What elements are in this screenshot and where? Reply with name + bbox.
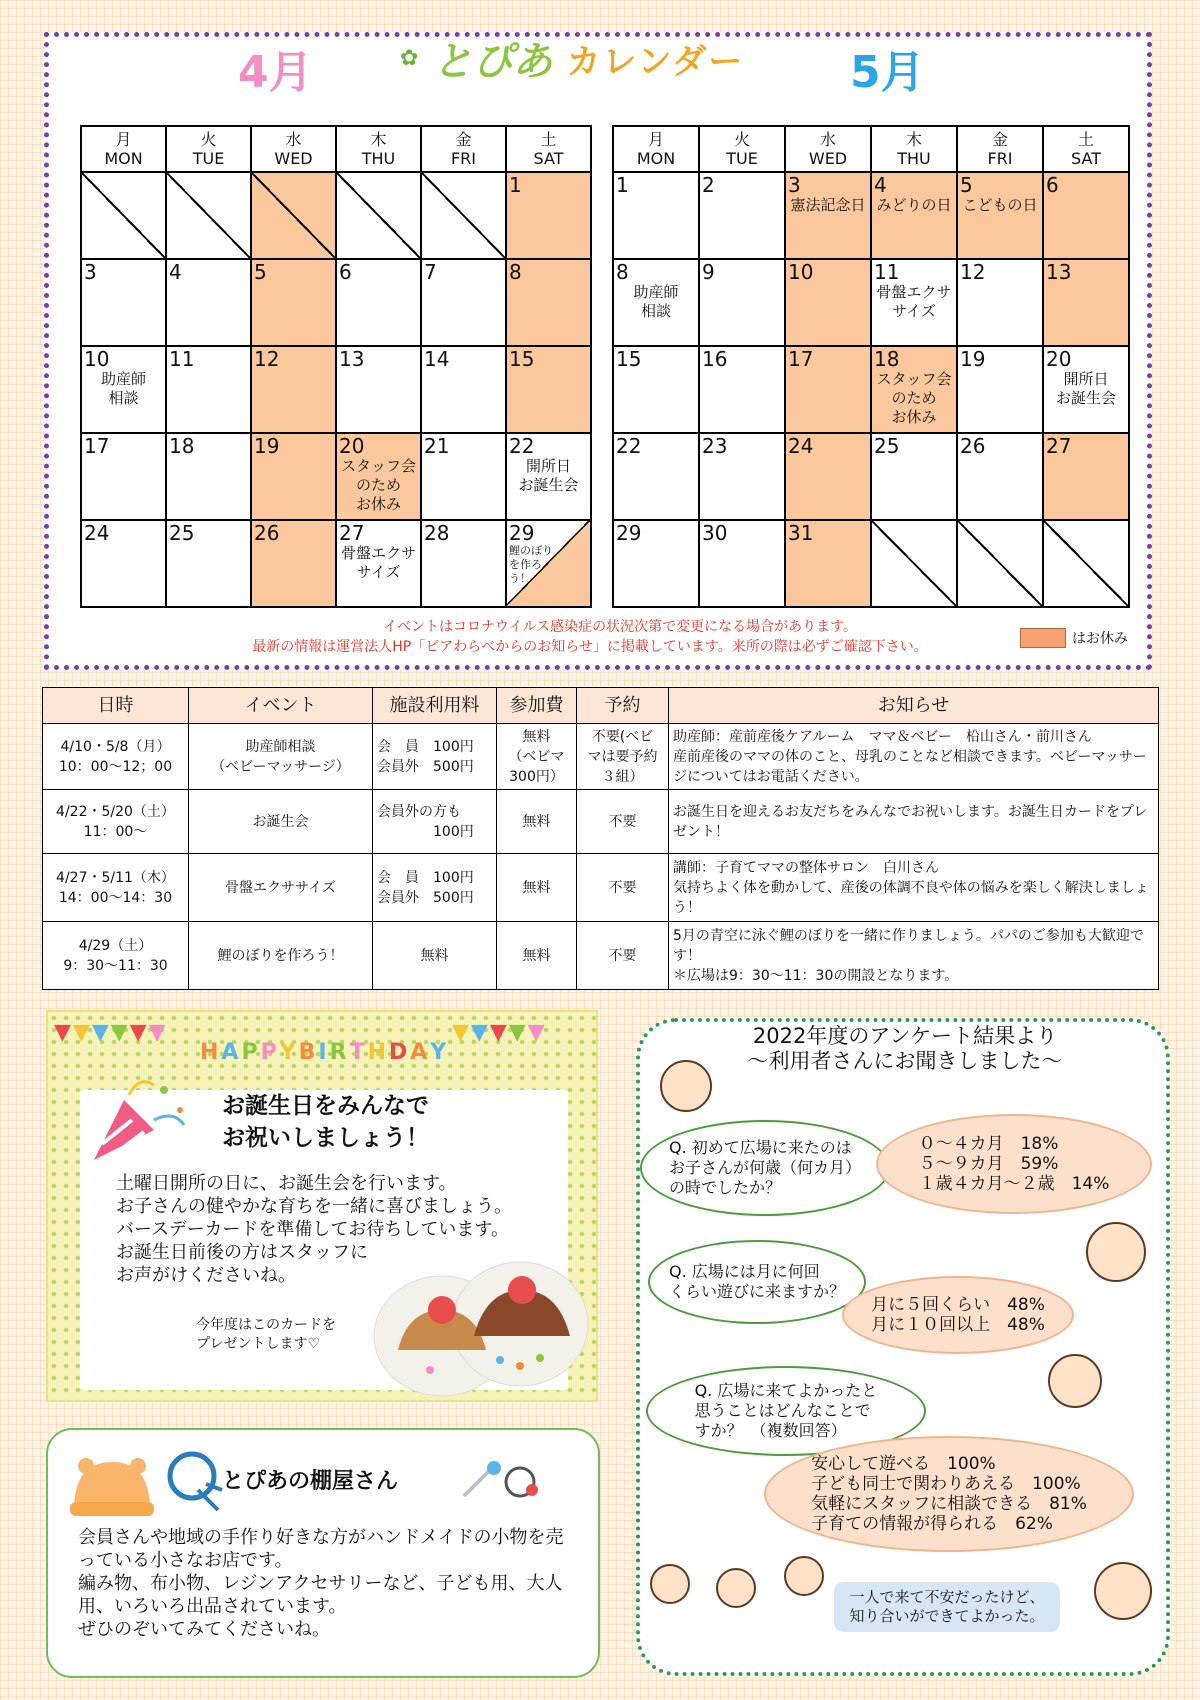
event-fee: 無料 <box>373 922 497 990</box>
birthday-text: 土曜日開所の日に、お誕生会を行います。 お子さんの健やかな育ちを一緒に喜びましょう。 バースデーカードを準備してお待ちしています。 お誕生日前後の方はスタッフに お声がけくださいね。 <box>116 1173 512 1286</box>
survey-question-1: Q. 初めて広場に来たのは お子さんが何歳（何カ月） の時でしたか？ <box>640 1120 890 1216</box>
weekday-en: FRI <box>450 149 477 168</box>
calendar-week-row <box>81 520 591 607</box>
day-number: 15 <box>616 347 642 371</box>
day-note: こどもの日 <box>962 196 1038 214</box>
events-header-row <box>43 688 1159 724</box>
day-note: 骨盤エクサ サイズ <box>876 283 952 320</box>
event-name: 骨盤エクササイズ <box>189 854 373 922</box>
weekday-header <box>613 126 699 172</box>
day-note: 開所日 お誕生会 <box>518 457 579 494</box>
day-note: スタッフ会 のため お休み <box>340 457 416 513</box>
weekday-en: WED <box>274 149 313 168</box>
day-note: みどりの日 <box>876 196 952 214</box>
weekday-header <box>1043 126 1129 172</box>
calendar-day-cell <box>1043 520 1129 607</box>
survey-answer-1: ０～４カ月 18% ５～９カ月 59% １歳４カ月～２歳 14% <box>876 1114 1152 1214</box>
event-name: お誕生会 <box>189 790 373 854</box>
header-event: イベント <box>189 688 373 724</box>
calendar-day-cell <box>871 259 957 346</box>
calendar-day-cell <box>1043 433 1129 520</box>
brand-logo: とぴあ <box>432 39 553 85</box>
header-facility-fee: 施設利用料 <box>373 688 497 724</box>
day-note: 憲法記念日 <box>790 196 866 214</box>
calendar-day-cell <box>957 346 1043 433</box>
survey-question-2: Q. 広場には月に何回 くらい遊びに来ますか？ <box>648 1240 866 1324</box>
calendar-week-row <box>81 172 591 259</box>
day-number: 15 <box>509 347 535 371</box>
calendar-week-row <box>81 346 591 433</box>
day-number: 17 <box>788 347 814 371</box>
calendar-week-row <box>613 433 1129 520</box>
day-number: 28 <box>424 521 450 545</box>
calendar-day-cell <box>421 520 506 607</box>
survey-title: 2022年度のアンケート結果より ～利用者さんにお聞きしました～ <box>747 1024 1063 1073</box>
calendar-day-cell <box>871 346 957 433</box>
calendar-day-cell <box>166 346 251 433</box>
calendar-day-cell <box>699 520 785 607</box>
day-number: 20 <box>339 434 365 458</box>
calendar-day-cell <box>699 172 785 259</box>
calendar-day-cell <box>613 433 699 520</box>
day-note: 助産師 相談 <box>100 370 146 407</box>
day-number: 17 <box>84 434 110 458</box>
day-number: 13 <box>1046 260 1072 284</box>
calendar-day-cell <box>336 259 421 346</box>
calendar-day-cell <box>251 433 336 520</box>
day-number: 22 <box>509 434 535 458</box>
table-row <box>43 790 1159 854</box>
calendar-week-row <box>81 433 591 520</box>
weekday-en: SAT <box>1071 149 1101 168</box>
table-row <box>43 922 1159 990</box>
weekday-jp: 水 <box>285 130 302 149</box>
weekday-header <box>421 126 506 172</box>
event-info: お誕生日を迎えるお友だちをみんなでお祝いします。お誕生日カードをプレゼント！ <box>669 790 1159 854</box>
website-notice: 最新の情報は運営法人HP「ピアわらべからのお知らせ」に掲載しています。来所の際は必ずご確認下さい。 <box>252 639 928 655</box>
events-table <box>42 687 1159 990</box>
day-number: 24 <box>84 521 110 545</box>
weekday-header <box>785 126 871 172</box>
event-name: 鯉のぼりを作ろう！ <box>189 922 373 990</box>
day-number: 13 <box>339 347 365 371</box>
day-number: 11 <box>874 260 900 284</box>
calendar-day-cell <box>613 172 699 259</box>
weekday-en: SAT <box>533 149 564 168</box>
calendar-day-cell <box>699 259 785 346</box>
weekday-header <box>957 126 1043 172</box>
calendar-day-cell <box>699 433 785 520</box>
bunting-flags-icon: ▼▼▼▼▼ <box>452 1020 547 1045</box>
weekday-jp: 月 <box>115 130 132 149</box>
weekday-jp: 木 <box>370 130 387 149</box>
header-reservation: 予約 <box>577 688 669 724</box>
event-info: 5月の青空に泳ぐ鯉のぼりを一緒に作りましょう。パパのご参加も大歓迎です！ ＊広場は9：30～11：30の開設となります。 <box>669 922 1159 990</box>
calendar-day-cell <box>871 520 957 607</box>
day-number: 18 <box>169 434 195 458</box>
brand-header <box>400 30 744 87</box>
calendar-day-cell <box>421 346 506 433</box>
day-number: 21 <box>424 434 450 458</box>
legend-label: はお休み <box>1072 631 1128 647</box>
day-note: 開所日 お誕生会 <box>1055 370 1116 407</box>
calendar-day-cell <box>1043 346 1129 433</box>
table-row <box>43 854 1159 922</box>
calendar-day-cell <box>81 259 166 346</box>
calendar-day-cell <box>166 433 251 520</box>
calendar-day-cell <box>81 433 166 520</box>
calendar-day-cell <box>81 346 166 433</box>
calendar-day-cell <box>166 172 251 259</box>
day-number: 27 <box>1046 434 1072 458</box>
weekday-jp: 土 <box>540 130 557 149</box>
birthday-card-note: 今年度はこのカードを プレゼントします♡ <box>196 1317 336 1352</box>
calendar-day-cell <box>957 520 1043 607</box>
baby-icon <box>784 1556 824 1596</box>
calendar-day-cell <box>81 520 166 607</box>
april-title: 4月 <box>238 47 313 98</box>
day-number: 4 <box>169 260 182 284</box>
weekday-header-row <box>613 126 1129 172</box>
day-number: 3 <box>788 173 801 197</box>
weekday-en: TUE <box>192 149 225 168</box>
may-calendar <box>612 125 1130 608</box>
day-number: 27 <box>339 521 365 545</box>
event-date: 4/22・5/20（土） 11：00～ <box>43 790 189 854</box>
calendar-day-cell <box>785 520 871 607</box>
day-note: 助産師 相談 <box>633 283 679 320</box>
day-number: 29 <box>509 521 535 545</box>
calendar-day-cell <box>421 433 506 520</box>
weekday-jp: 土 <box>1077 130 1094 149</box>
header-datetime: 日時 <box>43 688 189 724</box>
calendar-day-cell <box>785 172 871 259</box>
weekday-header <box>81 126 166 172</box>
event-date: 4/10・5/8（月） 10：00～12；00 <box>43 724 189 790</box>
parent-child-icon <box>1086 1222 1146 1282</box>
weekday-header <box>336 126 421 172</box>
calendar-day-cell <box>251 346 336 433</box>
table-row <box>43 724 1159 790</box>
day-number: 12 <box>254 347 280 371</box>
staff-avatar-icon <box>660 1060 712 1112</box>
day-number: 19 <box>960 347 986 371</box>
calendar-day-cell <box>506 259 591 346</box>
survey-comment: 一人で来て不安だったけど、 知り合いができてよかった。 <box>834 1582 1060 1632</box>
day-number: 1 <box>616 173 629 197</box>
event-cost: 無料 <box>497 790 577 854</box>
calendar-week-row <box>613 172 1129 259</box>
event-date: 4/29（土） 9：30～11：30 <box>43 922 189 990</box>
day-number: 24 <box>788 434 814 458</box>
day-number: 7 <box>424 260 437 284</box>
day-number: 31 <box>788 521 814 545</box>
legend <box>1020 628 1128 648</box>
knit-hat-icon <box>68 1440 228 1520</box>
day-number: 19 <box>254 434 280 458</box>
weekday-en: THU <box>897 149 931 168</box>
calendar-day-cell <box>871 433 957 520</box>
event-reserve: 不要 <box>577 790 669 854</box>
calendar-day-cell <box>506 520 591 607</box>
calendar-day-cell <box>871 172 957 259</box>
covid-notice: イベントはコロナウイルス感染症の状況次第で変更になる場合があります。 <box>382 619 858 635</box>
shop-text: 会員さんや地域の手作り好きな方がハンドメイドの小物を売っている小さなお店です。 編み物、布小物、レジンアクセサリーなど、子ども用、大人用、いろいろ出品されています。 ぜひのぞいてみてくださいね。 <box>78 1527 564 1640</box>
may-title: 5月 <box>850 47 925 98</box>
day-number: 25 <box>874 434 900 458</box>
calendar-day-cell <box>506 172 591 259</box>
calendar-day-cell <box>957 172 1043 259</box>
day-number: 5 <box>254 260 267 284</box>
hair-accessory-icon <box>456 1456 546 1506</box>
calendar-day-cell <box>613 346 699 433</box>
calendar-week-row <box>81 259 591 346</box>
event-reserve: 不要 <box>577 922 669 990</box>
birthday-heading: お誕生日をみんなで お祝いしましょう！ <box>222 1093 429 1151</box>
shop-title: とぴあの棚屋さん <box>222 1469 399 1494</box>
day-number: 26 <box>960 434 986 458</box>
event-fee: 会 員 100円 会員外 500円 <box>373 854 497 922</box>
calendar-day-cell <box>421 172 506 259</box>
legend-swatch <box>1020 628 1066 648</box>
parent-child-icon <box>1094 1562 1152 1620</box>
weekday-jp: 金 <box>455 130 472 149</box>
calendar-day-cell <box>785 259 871 346</box>
weekday-en: TUE <box>726 149 758 168</box>
weekday-en: MON <box>636 149 676 168</box>
calendar-day-cell <box>957 433 1043 520</box>
calendar-day-cell <box>613 520 699 607</box>
weekday-en: WED <box>808 149 848 168</box>
event-cost: 無料 <box>497 854 577 922</box>
calendar-day-cell <box>506 433 591 520</box>
day-number: 6 <box>339 260 352 284</box>
day-number: 22 <box>616 434 642 458</box>
weekday-en: FRI <box>987 149 1013 168</box>
calendar-day-cell <box>251 520 336 607</box>
calendar-day-cell <box>957 259 1043 346</box>
calendar-title: カレンダー <box>566 42 745 82</box>
calendar-day-cell <box>785 346 871 433</box>
calendar-day-cell <box>81 172 166 259</box>
event-info: 助産師：産前産後ケアルーム ママ＆ベビー 柗山さん・前川さん 産前産後のママの体のこと、母乳のことなど相談できます。ベビーマッサージについてはお電話ください。 <box>669 724 1159 790</box>
calendar-day-cell <box>336 433 421 520</box>
baby-icon <box>716 1568 756 1608</box>
day-number: 4 <box>874 173 887 197</box>
day-number: 26 <box>254 521 280 545</box>
weekday-jp: 火 <box>200 130 217 149</box>
calendar-day-cell <box>1043 259 1129 346</box>
calendar-day-cell <box>785 433 871 520</box>
day-number: 14 <box>424 347 450 371</box>
day-number: 9 <box>702 260 715 284</box>
weekday-header <box>251 126 336 172</box>
day-number: 16 <box>702 347 728 371</box>
day-number: 29 <box>616 521 642 545</box>
day-number: 12 <box>960 260 986 284</box>
bunting-flags-icon: ▼▼▼▼▼▼ <box>54 1020 168 1045</box>
event-info: 講師：子育てママの整体サロン 白川さん 気持ちよく体を動かして、産後の体調不良や体の悩みを楽しく解決しましょう！ <box>669 854 1159 922</box>
day-number: 8 <box>616 260 629 284</box>
day-note: スタッフ会 のため お休み <box>876 370 952 426</box>
weekday-header <box>166 126 251 172</box>
calendar-day-cell <box>251 172 336 259</box>
calendar-day-cell <box>166 259 251 346</box>
event-name: 助産師相談 （ベビーマッサージ） <box>189 724 373 790</box>
day-number: 25 <box>169 521 195 545</box>
day-number: 8 <box>509 260 522 284</box>
calendar-day-cell <box>506 346 591 433</box>
weekday-en: MON <box>104 149 143 168</box>
day-number: 6 <box>1046 173 1059 197</box>
day-number: 3 <box>84 260 97 284</box>
weekday-jp: 水 <box>819 130 836 149</box>
event-fee: 会 員 100円 会員外 500円 <box>373 724 497 790</box>
day-number: 5 <box>960 173 973 197</box>
day-number: 2 <box>702 173 715 197</box>
calendar-day-cell <box>336 520 421 607</box>
day-number: 20 <box>1046 347 1072 371</box>
header-participation-fee: 参加費 <box>497 688 577 724</box>
day-number: 10 <box>84 347 110 371</box>
header-info: お知らせ <box>669 688 1159 724</box>
event-cost: 無料 <box>497 922 577 990</box>
calendar-week-row <box>613 346 1129 433</box>
day-note: 骨盤エクサ サイズ <box>340 544 416 581</box>
weekday-header-row <box>81 126 591 172</box>
event-date: 4/27・5/11（木） 14：00～14：30 <box>43 854 189 922</box>
calendar-week-row <box>613 520 1129 607</box>
happy-birthday-banner: HAPPYBIRTHDAY <box>200 1040 450 1065</box>
event-fee: 会員外の方も 100円 <box>373 790 497 854</box>
calendar-week-row <box>613 259 1129 346</box>
weekday-jp: 金 <box>991 130 1008 149</box>
survey-answer-2: 月に５回くらい 48% 月に１０回以上 48% <box>842 1276 1074 1354</box>
calendar-day-cell <box>166 520 251 607</box>
day-number: 1 <box>509 173 522 197</box>
weekday-jp: 月 <box>647 130 664 149</box>
day-number: 10 <box>788 260 814 284</box>
parent-child-icon <box>1048 1354 1102 1408</box>
calendar-day-cell <box>336 346 421 433</box>
baby-icon <box>650 1564 690 1604</box>
weekday-jp: 火 <box>733 130 750 149</box>
day-number: 30 <box>702 521 728 545</box>
april-calendar <box>80 125 592 608</box>
weekday-header <box>699 126 785 172</box>
calendar-day-cell <box>336 172 421 259</box>
event-reserve: 不要(ベビ マは要予約 ３組） <box>577 724 669 790</box>
event-reserve: 不要 <box>577 854 669 922</box>
frog-icon: ✿ <box>400 46 419 71</box>
weekday-jp: 木 <box>905 130 922 149</box>
calendar-day-cell <box>613 259 699 346</box>
day-number: 18 <box>874 347 900 371</box>
survey-answer-3: 安心して遊べる 100% 子ども同士で関わりあえる 100% 気軽にスタッフに相談できる 81% 子育ての情報が得られる 62% <box>764 1436 1134 1552</box>
weekday-header <box>506 126 591 172</box>
survey-question-3: Q. 広場に来てよかったと 思うことはどんなことで すか？ （複数回答） <box>646 1366 926 1456</box>
day-number: 23 <box>702 434 728 458</box>
calendar-day-cell <box>1043 172 1129 259</box>
party-popper-icon <box>84 1060 194 1170</box>
day-number: 11 <box>169 347 195 371</box>
calendar-day-cell <box>421 259 506 346</box>
weekday-en: THU <box>361 149 396 168</box>
weekday-header <box>871 126 957 172</box>
day-note: 鯉のぼり を作ろ う！ <box>509 544 553 585</box>
calendar-day-cell <box>251 259 336 346</box>
birthday-card-image <box>370 1240 590 1400</box>
event-cost: 無料 （ベビマ 300円） <box>497 724 577 790</box>
calendar-day-cell <box>699 346 785 433</box>
